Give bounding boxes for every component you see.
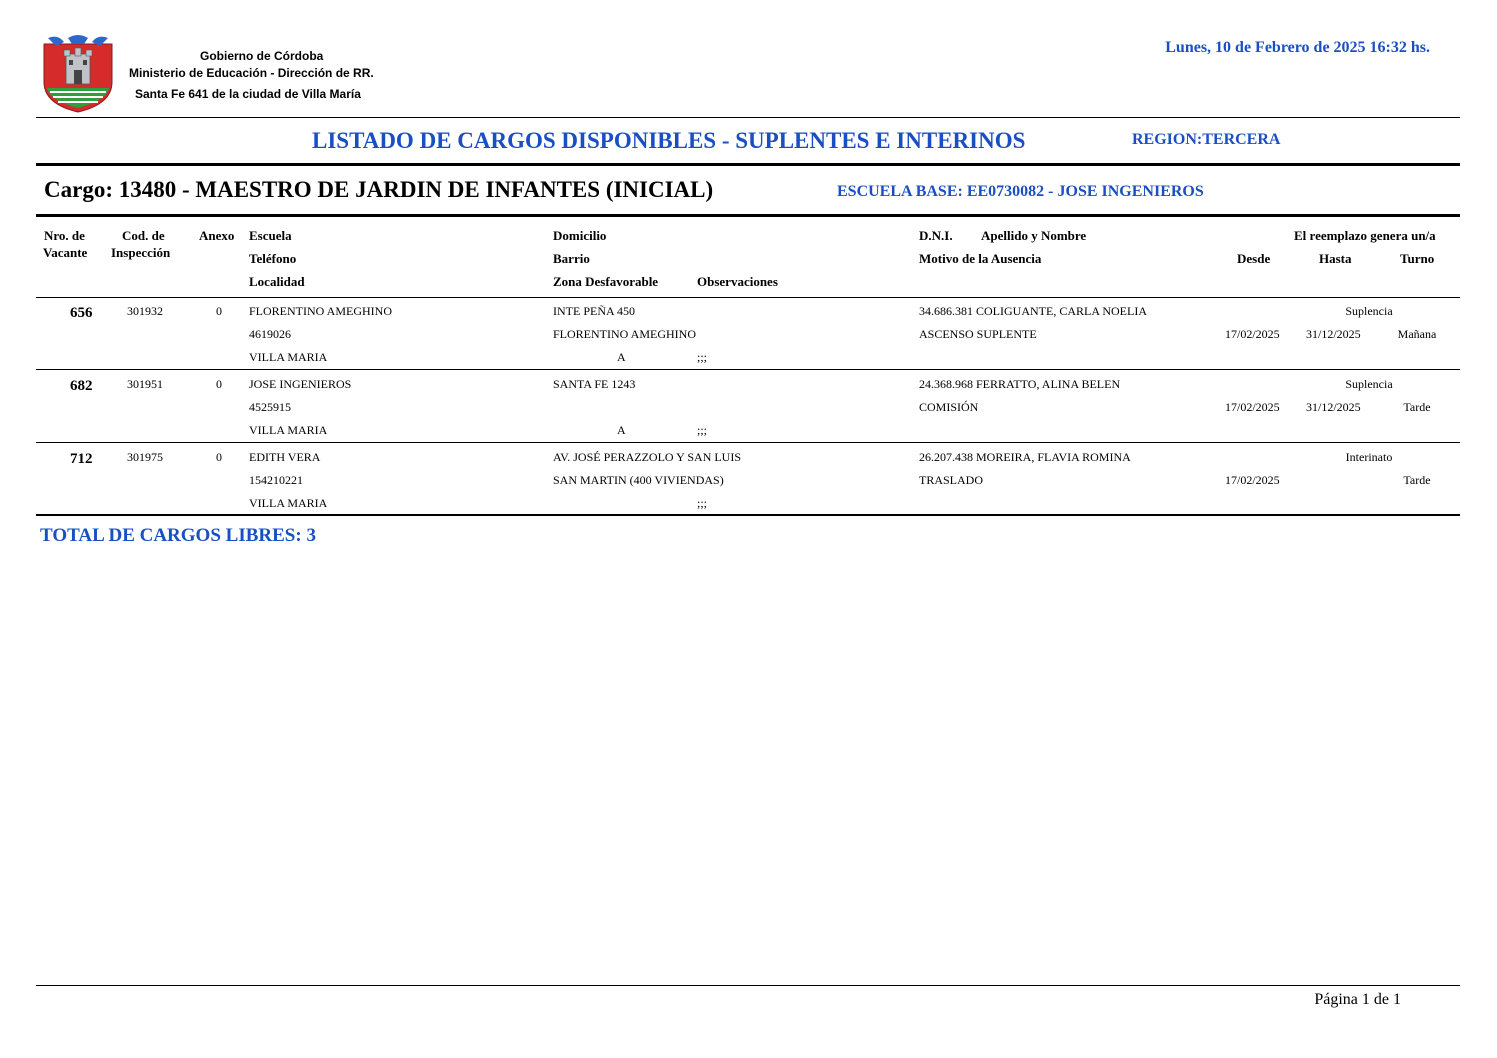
dni-nombre: 24.368.968 FERRATTO, ALINA BELEN — [919, 377, 1121, 391]
col-anexo: Anexo — [199, 228, 235, 243]
col-nro-vacante: Vacante — [43, 245, 88, 260]
genera: Suplencia — [1345, 377, 1393, 391]
col-domicilio: Domicilio — [553, 228, 607, 243]
col-cod-inspeccion: Inspección — [111, 245, 171, 260]
vacante-number: 656 — [70, 305, 93, 321]
hasta: 31/12/2025 — [1306, 327, 1361, 341]
vacante-number: 682 — [70, 378, 93, 394]
telefono: 154210221 — [249, 473, 303, 487]
page-title: LISTADO DE CARGOS DISPONIBLES - SUPLENTES E INTERINOS — [312, 128, 1026, 153]
turno: Tarde — [1403, 400, 1431, 414]
desde: 17/02/2025 — [1225, 473, 1280, 487]
org-address: Santa Fe 641 de la ciudad de Villa María — [135, 87, 361, 101]
hasta: 31/12/2025 — [1306, 400, 1361, 414]
col-dni: D.N.I. — [919, 228, 953, 243]
col-localidad: Localidad — [249, 274, 305, 289]
desde: 17/02/2025 — [1225, 327, 1280, 341]
page-number: Página 1 de 1 — [1314, 991, 1401, 1008]
escuela-base: ESCUELA BASE: EE0730082 - JOSE INGENIEROS — [837, 183, 1204, 200]
col-cod-inspeccion: Cod. de — [122, 228, 165, 243]
barrio: FLORENTINO AMEGHINO — [553, 327, 696, 341]
divider — [36, 985, 1460, 986]
motivo-ausencia: TRASLADO — [919, 473, 984, 487]
col-turno: Turno — [1400, 251, 1435, 266]
vacante-number: 712 — [70, 451, 93, 467]
col-barrio: Barrio — [553, 251, 590, 266]
divider — [36, 442, 1460, 443]
zona-desfavorable: A — [617, 350, 626, 364]
motivo-ausencia: COMISIÓN — [919, 400, 979, 414]
desde: 17/02/2025 — [1225, 400, 1280, 414]
telefono: 4525915 — [249, 400, 291, 414]
escuela: FLORENTINO AMEGHINO — [249, 304, 392, 318]
total-label: TOTAL DE CARGOS LIBRES: — [40, 525, 302, 546]
divider — [36, 163, 1460, 166]
col-zona-desfavorable: Zona Desfavorable — [553, 274, 659, 289]
domicilio: AV. JOSÉ PERAZZOLO Y SAN LUIS — [553, 450, 742, 464]
localidad: VILLA MARIA — [249, 350, 328, 364]
col-desde: Desde — [1237, 251, 1271, 266]
anexo: 0 — [216, 377, 222, 391]
divider — [36, 514, 1460, 516]
divider — [36, 214, 1460, 217]
telefono: 4619026 — [249, 327, 291, 341]
org-name: Gobierno de Córdoba — [200, 49, 324, 63]
genera: Interinato — [1345, 450, 1393, 464]
observaciones: ;;; — [697, 423, 708, 437]
escuela: JOSE INGENIEROS — [249, 377, 352, 391]
divider — [36, 369, 1460, 370]
domicilio: SANTA FE 1243 — [553, 377, 636, 391]
dni-nombre: 26.207.438 MOREIRA, FLAVIA ROMINA — [919, 450, 1131, 464]
col-reemplazo-genera: El reemplazo genera un/a — [1294, 228, 1436, 243]
turno: Tarde — [1403, 473, 1431, 487]
cod-inspeccion: 301975 — [127, 450, 163, 464]
genera: Suplencia — [1345, 304, 1393, 318]
col-motivo-ausencia: Motivo de la Ausencia — [919, 251, 1042, 266]
divider — [36, 297, 1460, 298]
report-datetime: Lunes, 10 de Febrero de 2025 16:32 hs. — [1165, 39, 1430, 56]
divider — [36, 117, 1460, 118]
zona-desfavorable: A — [617, 423, 626, 437]
dni-nombre: 34.686.381 COLIGUANTE, CARLA NOELIA — [919, 304, 1147, 318]
anexo: 0 — [216, 304, 222, 318]
barrio: SAN MARTIN (400 VIVIENDAS) — [553, 473, 724, 487]
col-apellido-nombre: Apellido y Nombre — [981, 228, 1087, 243]
motivo-ausencia: ASCENSO SUPLENTE — [919, 327, 1037, 341]
cordoba-coat-of-arms-logo — [38, 34, 118, 114]
region-label: REGION:TERCERA — [1132, 131, 1281, 148]
observaciones: ;;; — [697, 350, 708, 364]
col-observaciones: Observaciones — [697, 274, 778, 289]
turno: Mañana — [1397, 327, 1437, 341]
domicilio: INTE PEÑA 450 — [553, 304, 635, 318]
observaciones: ;;; — [697, 496, 708, 510]
col-telefono: Teléfono — [249, 251, 297, 266]
col-nro-vacante: Nro. de — [44, 228, 85, 243]
cargo-title: Cargo: 13480 - MAESTRO DE JARDIN DE INFANTES (INICIAL) — [44, 177, 714, 202]
col-escuela: Escuela — [249, 228, 292, 243]
cod-inspeccion: 301932 — [127, 304, 163, 318]
anexo: 0 — [216, 450, 222, 464]
escuela: EDITH VERA — [249, 450, 321, 464]
total-value: 3 — [306, 525, 316, 546]
localidad: VILLA MARIA — [249, 496, 328, 510]
org-ministry: Ministerio de Educación - Dirección de RR. — [129, 66, 374, 80]
total-cargos — [40, 525, 316, 547]
col-hasta: Hasta — [1319, 251, 1352, 266]
localidad: VILLA MARIA — [249, 423, 328, 437]
cod-inspeccion: 301951 — [127, 377, 163, 391]
